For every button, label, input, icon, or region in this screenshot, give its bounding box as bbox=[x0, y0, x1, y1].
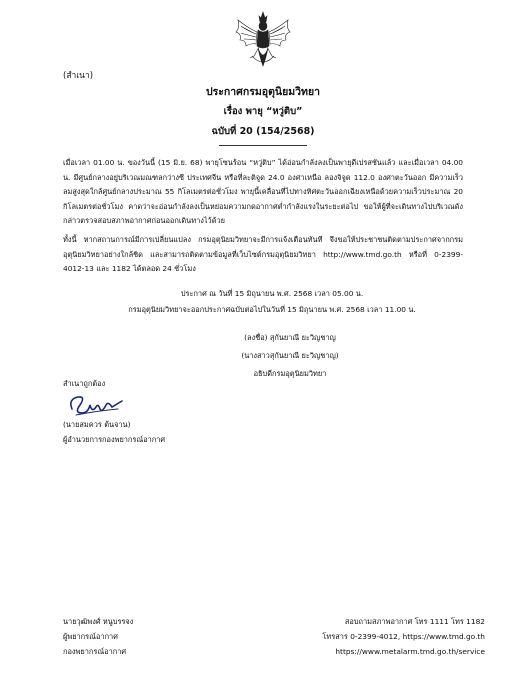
handwritten-signature bbox=[66, 391, 128, 419]
certified-copy-label: สำเนาถูกต้อง bbox=[63, 379, 106, 388]
document-title: ประกาศกรมอุตุนิยมวิทยา bbox=[205, 86, 321, 98]
document-subject: เรื่อง พายุ “หวู่ติบ” bbox=[223, 106, 303, 117]
signatory-name: (นางสาวสุกันยาณี ยะวิญชาญ) bbox=[241, 351, 339, 360]
forecaster-division: กองพยากรณ์อากาศ bbox=[63, 647, 127, 656]
forecaster-role: ผู้พยากรณ์อากาศ bbox=[63, 632, 118, 641]
garuda-emblem-icon bbox=[232, 10, 294, 72]
forecaster-name: นายวุฒิพงศ์ หนูบรรจง bbox=[63, 617, 134, 626]
forecaster-info bbox=[63, 614, 133, 659]
contact-fax-website: โทรสาร 0-2399-4012, https://www.tmd.go.th bbox=[322, 632, 485, 641]
contact-phone: สอบถามสภาพอากาศ โทร 1111 โทร 1182 bbox=[344, 617, 485, 626]
copy-mark: (สำเนา) bbox=[63, 71, 94, 81]
title-divider bbox=[219, 145, 307, 146]
paragraph-storm-status: เมื่อเวลา 01.00 น. ของวันนี้ (15 มิ.ย. 68) พายุโซนร้อน “หวู่ติบ” ได้อ่อนกำลังลงเป็นพายุดีเปรสชันแล้ว และเมื่อเวลา 04.00 น. มีศูนย์กลางอยู่บริเวณมณฑลกว่างซี ประเทศจีน หรือที่ละติจูด 24.0 องศาเหนือ ลองจิจูด 112.0 องศาตะวันออก มีความเร็วลมสูงสุดใกล้ศูนย์กลางประมาณ 55 กิโลเมตรต่อชั่วโมง พายุนี้เคลื่อนที่ไปทางทิศตะวันออกเฉียงเหนือด้วยความเร็วประมาณ 20 กิโลเมตรต่อชั่วโมง คาดว่าจะอ่อนกำลังลงเป็นหย่อมความกดอากาศต่ำกำลังแรงในระยะต่อไป ขอให้ผู้ที่จะเดินทางไปบริเวณดังกล่าวตรวจสอบสภาพอากาศก่อนออกเดินทางไว้ด้วย bbox=[63, 158, 463, 225]
signed-line: (ลงชื่อ) สุกันยาณี ยะวิญชาญ bbox=[244, 333, 336, 342]
contact-metalarm-link[interactable]: https://www.metalarm.tmd.go.th/service bbox=[335, 647, 485, 656]
signatory-position: อธิบดีกรมอุตุนิยมวิทยา bbox=[253, 369, 327, 378]
contact-info bbox=[322, 614, 485, 659]
paragraph-follow-updates: ทั้งนี้ หากสถานการณ์มีการเปลี่ยนแปลง กรมอุตุนิยมวิทยาจะมีการแจ้งเตือนทันที จึงขอให้ประชาชนติดตามประกาศจากกรมอุตุนิยมวิทยาอย่างใกล้ชิด และสามารถติดตามข้อมูลที่เว็บไซต์กรมอุตุนิยมวิทยา http://www.tmd.go.th หรือที่ 0-2399-4012-13 และ 1182 ได้ตลอด 24 ชั่วโมง bbox=[63, 235, 463, 273]
next-issue-note: กรมอุตุนิยมวิทยาจะออกประกาศฉบับต่อไปในวันที่ 15 มิถุนายน พ.ศ. 2568 เวลา 11.00 น. bbox=[128, 305, 416, 314]
announced-date: ประกาศ ณ วันที่ 15 มิถุนายน พ.ศ. 2568 เวลา 05.00 น. bbox=[180, 289, 364, 298]
certifier-name: (นายสมควร ต้นจาน) bbox=[63, 420, 131, 429]
certifier-position: ผู้อำนวยการกองพยากรณ์อากาศ bbox=[63, 435, 166, 444]
issue-number: ฉบับที่ 20 (154/2568) bbox=[211, 126, 315, 137]
